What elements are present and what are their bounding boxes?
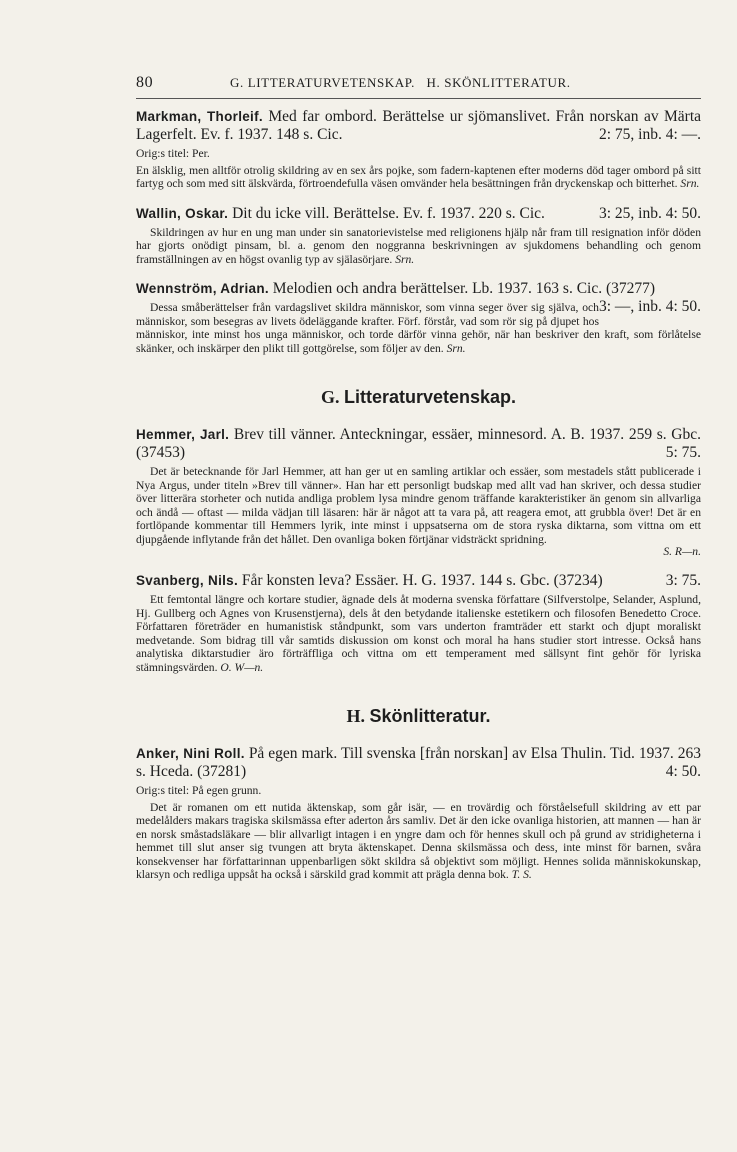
review-text: Ett femtontal längre och kortare studier, ägnade dels åt moderna svenska författare (Silfverstolpe, Selander, Asplund, Hj. Gullberg och Agnes von Krusenstjerna), dels åt den betydande italienske estetikern och filosofen Benedetto Croce. Författaren företräder en humanistisk ståndpunkt, som vars underton framträder ett starkt och djupt moraliskt medvetande. Som bidrag till vår samtids diskussion om konst och moral ha hans studier stort intresse. Också hans analytiska diktarstudier äro förträffliga och vittna om ett temperament med sällsynt fint gehör för lyriska stämningsvärden. — [136, 593, 701, 674]
section-heading-g — [136, 387, 701, 408]
section-letter: G. — [320, 387, 340, 407]
original-title: Orig:s titel: På egen grunn. — [136, 784, 262, 797]
entry-author: Hemmer, Jarl. — [136, 427, 230, 442]
entry-heading — [136, 108, 701, 144]
review-entry — [136, 572, 701, 674]
review-entry — [136, 426, 701, 558]
original-title: Orig:s titel: Per. — [136, 147, 210, 160]
entry-author: Svanberg, Nils. — [136, 573, 239, 588]
section-title: Litteraturvetenskap. — [343, 387, 517, 407]
reviewer-signature: Srn. — [680, 177, 700, 190]
review-text: Dessa småberättelser från vardagslivet skildra människor, som vinna seger över sig själva, och människor, som besegras av livets ödeläggande krafter. Förf. förstår, vad som rör sig på djupet hos människor, inte minst hos unga människor, och torde därför vinna gehör, när han beskriver den kraft, som förlåtelse skänker, och inskärper den plikt till gottgörelse, som följer av den. — [136, 301, 701, 355]
review-text: Det är betecknande för Jarl Hemmer, att han ger ut en samling artiklar och essäer, som mestadels stått publicerade i Nya Argus, under titeln »Brev till vänner». Han har ett personligt budskap med allt vad han skriver, och dessa studier över litterära storheter och nutida andliga problem lysa mindre genom träffande karakteristiker än genom sin allvarliga och ändå — oftast — milda vädjan till läsaren: här är något att ta vara på, att reagera emot, att grubbla över! Det är en fortlöpande kommentar till Hemmers lyrik, inte minst i uppsatserna om de stora ryska diktarna, som vittna om ett djupgående inflytande från det hållet. Den ovanliga boken förtjänar vidsträckt spridning. — [136, 465, 701, 546]
entry-title: På egen mark. Till svenska [från norskan] av Elsa Thulin. Tid. 1937. 263 s. Hceda. (37281) — [136, 745, 701, 780]
entry-price: 5: 75. — [665, 444, 701, 461]
entry-heading — [136, 205, 701, 223]
entry-price: 3: 25, inb. 4: 50. — [598, 204, 701, 222]
running-title: G. LITTERATURVETENSKAP. H. SKÖNLITTERATUR. — [230, 75, 571, 90]
section-title: Skönlitteratur. — [369, 706, 491, 726]
reviewer-signature: Srn. — [395, 252, 415, 266]
review-text: En älsklig, men alltför otrolig skildring av en sex års pojke, som fadern-kaptenen efter moderns död tager ombord på sitt fartyg och som med sitt älskvärda, förtroendefulla väsen omvänder hela besättningen från dryckenskap och bitterhet. — [136, 163, 701, 190]
running-header — [136, 74, 701, 99]
review-entry — [136, 108, 701, 191]
section-heading-h — [136, 706, 701, 727]
entry-author: Markman, Thorleif. — [136, 109, 263, 124]
reviewer-signature: T. S. — [511, 868, 532, 881]
review-entry — [136, 280, 701, 355]
book-review-page — [136, 74, 701, 896]
entry-review — [136, 593, 701, 674]
entry-heading — [136, 426, 701, 462]
entry-author: Anker, Nini Roll. — [136, 746, 245, 761]
entry-title: Får konsten leva? Essäer. H. G. 1937. 144 s. Gbc. (37234) — [241, 572, 603, 589]
reviewer-signature: S. R—n. — [663, 545, 701, 558]
entry-author: Wennström, Adrian. — [136, 281, 269, 296]
entry-title: Dit du icke vill. Berättelse. Ev. f. 1937. 220 s. Cic. — [232, 204, 545, 222]
review-text: Skildringen av hur en ung man under sin sanatorievistelse med religionens hjälp når fram till resignation inför döden har gjorts onödigt pinsam, bl. a. genom den noggranna beskrivningen av sjukdomens behandling och genom framställningen av en högst ovanlig typ av själasörjare. — [136, 225, 701, 266]
review-text: Det är romanen om ett nutida äktenskap, som går isär, — en trovärdig och förståelsefull skildring av ett par medelålders makars tragiska skilsmässa efter aderton års samliv. Det är den icke ovanliga historien, att mannen — han är en norsk småstadsläkare — blir allvarligt intagen i en yngre dam och för hennes skull och på grund av stridigheterna i hemmet till slut anser sig tvungen att bryta äktenskapet. Denna skilsmässa och dess, inte minst för barnen, svåra konsekvenser har författarinnan uppenbarligen sökt skildra så objektivt som möjligt. Hennes solida människokunskap, klarsyn och redliga uppsåt ha också i särskild grad kommit att prägla denna bok. — [136, 800, 701, 881]
entry-price: 3: 75. — [665, 572, 701, 589]
entry-title: Brev till vänner. Anteckningar, essäer, minnesord. A. B. 1937. 259 s. Gbc. (37453) — [136, 426, 701, 461]
entry-review — [136, 164, 701, 191]
entry-price: 4: 50. — [665, 763, 701, 780]
entry-title: Med far ombord. Berättelse ur sjömanslivet. Från norskan av Märta Lagerfelt. Ev. f. 1937. 148 s. Cic. — [136, 108, 702, 143]
entry-review — [136, 801, 701, 882]
entry-title: Melodien och andra berättelser. Lb. 1937. 163 s. Cic. (37277) — [272, 280, 656, 297]
page-number: 80 — [136, 74, 154, 91]
review-entry — [136, 205, 701, 267]
entry-review — [136, 226, 701, 267]
entry-price: 3: —, inb. 4: 50. — [598, 298, 701, 315]
entry-heading — [136, 280, 701, 315]
entry-price: 2: 75, inb. 4: —. — [598, 126, 701, 143]
section-letter: H. — [346, 706, 365, 726]
entry-author: Wallin, Oskar. — [136, 205, 229, 221]
review-entry — [136, 745, 701, 882]
reviewer-signature: Srn. — [446, 341, 466, 355]
entry-heading — [136, 745, 701, 781]
entry-heading — [136, 572, 701, 590]
reviewer-signature: O. W—n. — [220, 660, 264, 674]
